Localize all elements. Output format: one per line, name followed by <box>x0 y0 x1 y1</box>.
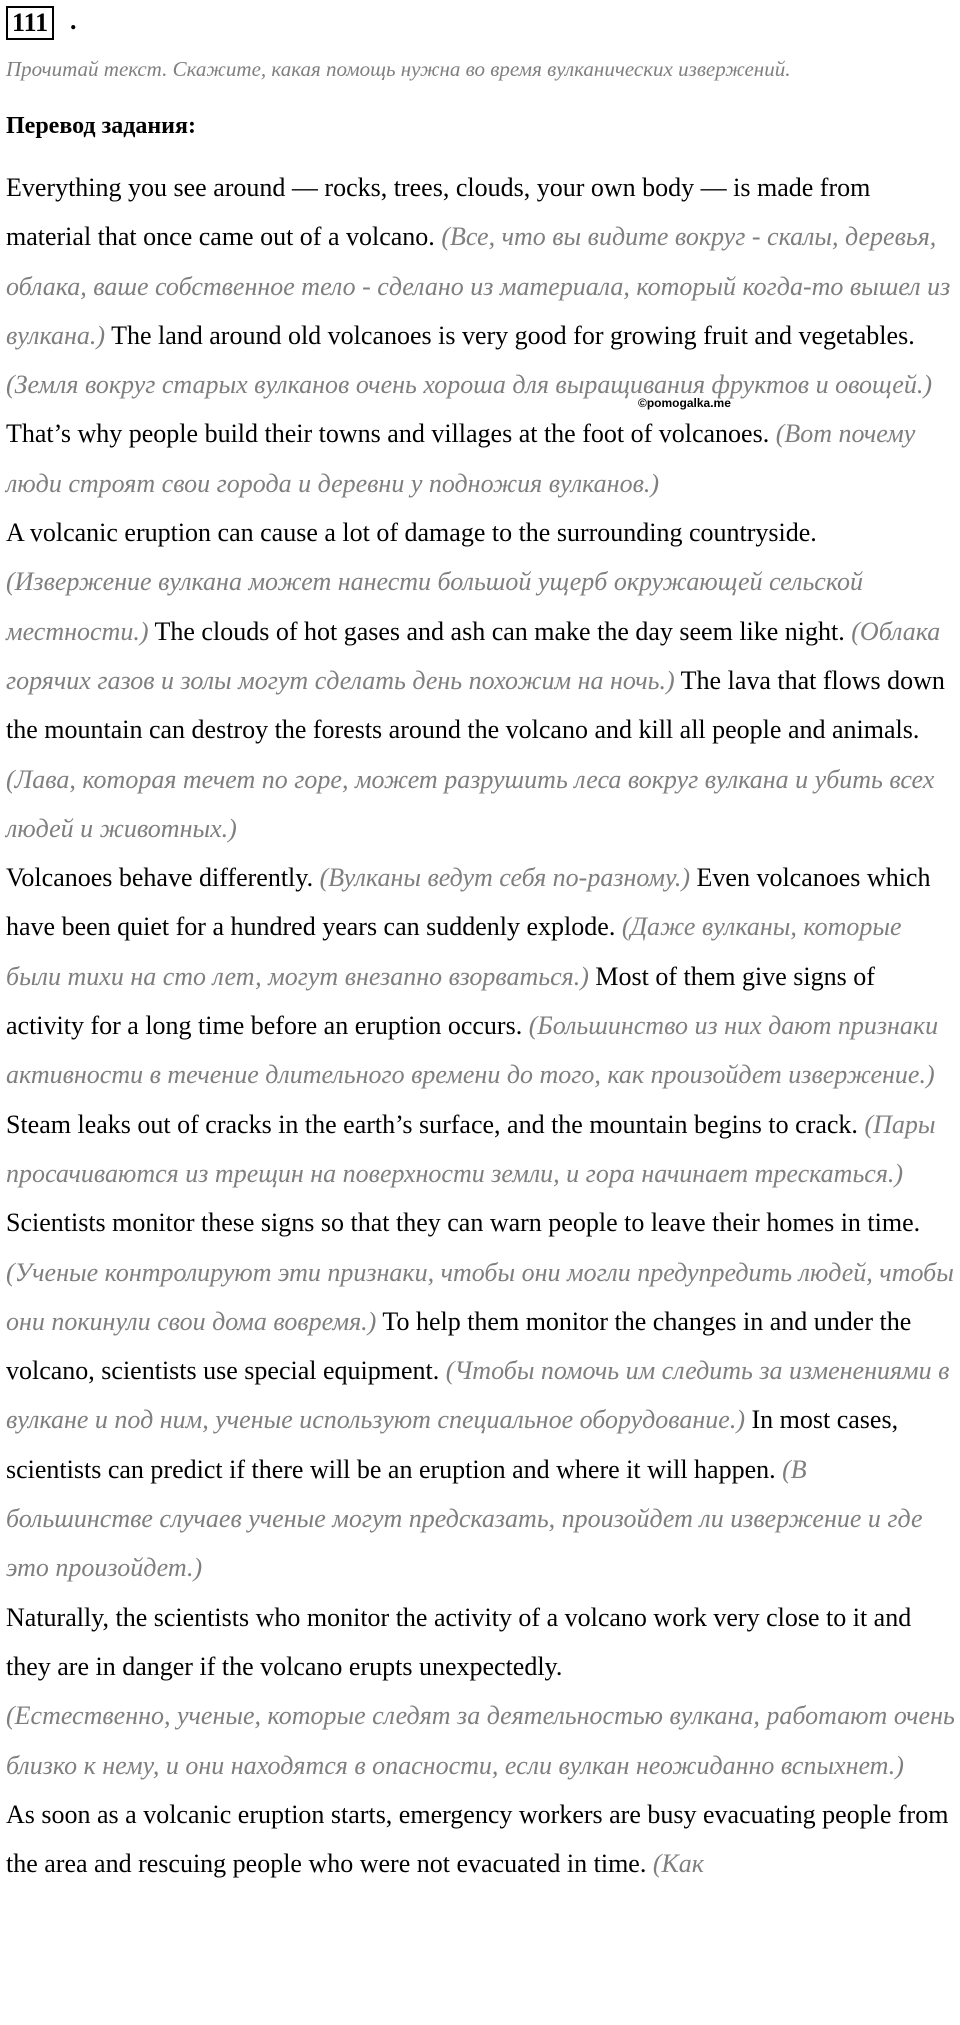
russian-translation: (Даже вулканы, которые были тихи на сто лет, могут внезапно взорваться.) <box>6 912 902 991</box>
english-sentence: As soon as a volcanic eruption starts, emergency workers are busy evacuating people from the area and rescuing people who were not evacuated in time. <box>6 1799 949 1879</box>
english-sentence: In most cases, scientists can predict if there will be an eruption and where it will happen. <box>6 1405 899 1484</box>
paragraph-4 <box>6 1593 956 1692</box>
english-sentence: Scientists monitor these signs so that they can warn people to leave their homes in time. <box>6 1208 921 1238</box>
paragraph-5 <box>6 1790 956 1889</box>
english-sentence: To help them monitor the changes in and under the volcano, scientists use special equipment. <box>6 1306 912 1386</box>
english-sentence: Most of them give signs of activity for a long time before an eruption occurs. <box>6 961 875 1041</box>
english-sentence: Even volcanoes which have been quiet for a hundred years can suddenly explode. <box>6 863 931 942</box>
english-sentence: Volcanoes behave differently. <box>6 863 320 893</box>
english-sentence: The lava that flows down the mountain can destroy the forests around the volcano and kill all people and animals. <box>6 665 945 745</box>
russian-translation: (Облака горячих газов и золы могут сделать день похожим на ночь.) <box>6 616 941 695</box>
exercise-number-dot: . <box>70 6 77 35</box>
exercise-number: 111 <box>6 6 54 40</box>
russian-translation: (В большинстве случаев ученые могут предсказать, произойдет ли извержение и где это произойдет.) <box>6 1454 923 1583</box>
paragraph-2 <box>6 508 956 853</box>
russian-translation: (Чтобы помочь им следить за изменениями в вулкане и под ним, ученые используют специальное оборудование.) <box>6 1356 950 1435</box>
russian-translation: (Пары просачиваются из трещин на поверхности земли, и гора начинает трескаться.) <box>6 1109 936 1188</box>
english-sentence: Steam leaks out of cracks in the earth’s surface, and the mountain begins to crack. <box>6 1109 865 1139</box>
english-sentence: Naturally, the scientists who monitor the activity of a volcano work very close to it and they are in danger if the volcano erupts unexpectedly. <box>6 1602 912 1681</box>
english-sentence: The land around old volcanoes is very good for growing fruit and vegetables. <box>105 320 915 350</box>
english-sentence: That’s why people build their towns and villages at the foot of volcanoes. <box>6 419 776 449</box>
english-sentence: The clouds of hot gases and ash can make the day seem like night. <box>148 616 852 646</box>
russian-translation: (Естественно, ученые, которые следят за деятельностью вулкана, работают очень близко к нему, и они находятся в опасности, если вулкан неожиданно вспыхнет.) <box>6 1701 955 1780</box>
russian-translation: (Все, что вы видите вокруг - скалы, деревья, облака, ваше собственное тело - сделано из материала, который когда-то вышел из вулкана.) <box>6 222 951 350</box>
russian-translation: (Вот почему люди строят свои города и деревни у подножия вулканов.) <box>6 419 916 498</box>
russian-translation: (Земля вокруг старых вулканов очень хороша для выращивания фруктов и овощей.) <box>6 370 932 400</box>
paragraph-3 <box>6 853 956 1592</box>
text-body <box>6 163 956 1888</box>
english-sentence: A volcanic eruption can cause a lot of damage to the surrounding countryside. <box>6 518 817 548</box>
russian-translation: (Как <box>652 1849 704 1879</box>
translation-heading: Перевод задания: <box>6 113 196 139</box>
english-sentence: Everything you see around — rocks, trees, clouds, your own body — is made from material that once came out of a volcano. <box>6 173 871 252</box>
watermark: ©pomogalka.me <box>638 396 731 410</box>
task-instruction: Прочитай текст. Скажите, какая помощь нужна во время вулканических извержений. <box>6 57 791 81</box>
paragraph-1 <box>6 163 956 508</box>
russian-translation: (Извержение вулкана может нанести большой ущерб окружающей сельской местности.) <box>6 567 864 646</box>
russian-translation: (Лава, которая течет по горе, может разрушить леса вокруг вулкана и убить всех людей и животных.) <box>6 764 935 843</box>
russian-translation: (Вулканы ведут себя по-разному.) <box>319 863 691 893</box>
russian-translation: (Большинство из них дают признаки активности в течение длительного времени до того, как произойдет извержение.) <box>6 1011 939 1090</box>
paragraph-4-translation <box>6 1691 956 1790</box>
russian-translation: (Ученые контролируют эти признаки, чтобы они могли предупредить людей, чтобы они покинули свои дома вовремя.) <box>6 1257 954 1336</box>
